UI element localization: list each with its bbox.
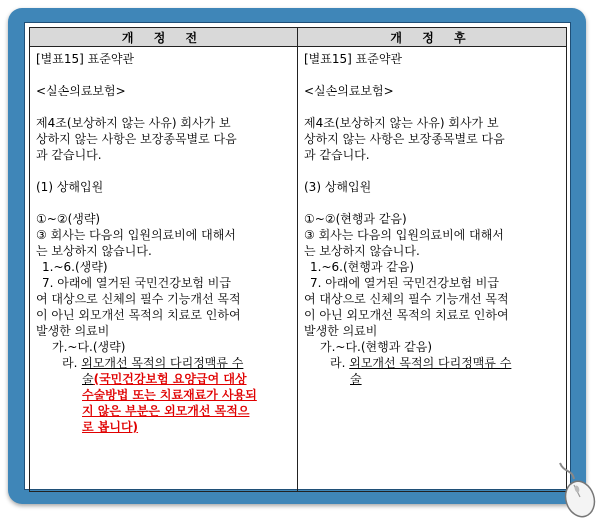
comparison-panel xyxy=(24,22,571,490)
item-7-line-1: 7. 아래에 열거된 국민건강보험 비급 xyxy=(310,276,499,290)
item-7-line-3: 이 아닌 외모개선 목적의 치료로 인하여 xyxy=(304,308,509,322)
item-7-line-4: 발생한 의료비 xyxy=(36,324,110,338)
subitem-ga-da: 가.~다.(생략) xyxy=(52,340,126,354)
subsection-title: (1) 상해입원 xyxy=(36,180,104,194)
computer-mouse-icon xyxy=(552,459,598,519)
article-line-3: 과 같습니다. xyxy=(36,148,102,162)
after-column xyxy=(298,47,567,492)
article-line-3: 과 같습니다. xyxy=(304,148,370,162)
subitem-ra: 라. 외모개선 목적의 다리정맥류 수 xyxy=(62,356,244,370)
item-1-6: 1.~6.(생략) xyxy=(42,260,108,274)
highlighted-note-4: 로 봅니다) xyxy=(82,420,139,434)
before-column xyxy=(30,47,298,492)
clause-3-line-1: ③ 회사는 다음의 입원의료비에 대해서 xyxy=(36,228,236,242)
subitem-ra-cont: 술 xyxy=(350,372,362,386)
subsection-title: (3) 상해입원 xyxy=(304,180,372,194)
clause-3-line-1: ③ 회사는 다음의 입원의료비에 대해서 xyxy=(304,228,504,242)
item-7-line-4: 발생한 의료비 xyxy=(304,324,378,338)
clause-1-2: ①~②(현행과 같음) xyxy=(304,212,407,226)
item-7-line-2: 여 대상으로 신체의 필수 기능개선 목적 xyxy=(304,292,509,306)
attachment-title: [별표15] 표준약관 xyxy=(36,52,134,66)
header-before: 개 정 전 xyxy=(30,28,298,47)
highlighted-note-1: (국민건강보험 요양급여 대상 xyxy=(93,372,247,386)
item-7-line-2: 여 대상으로 신체의 필수 기능개선 목적 xyxy=(36,292,241,306)
subitem-ra-cont: 술(국민건강보험 요양급여 대상 xyxy=(82,372,247,386)
highlighted-note-3: 지 않은 부분은 외모개선 목적으 xyxy=(82,404,250,418)
item-7-line-3: 이 아닌 외모개선 목적의 치료로 인하여 xyxy=(36,308,241,322)
article-line-1: 제4조(보상하지 않는 사유) 회사가 보 xyxy=(304,116,499,130)
subitem-ga-da: 가.~다.(현행과 같음) xyxy=(320,340,433,354)
attachment-title: [별표15] 표준약관 xyxy=(304,52,402,66)
clause-3-line-2: 는 보상하지 않습니다. xyxy=(36,244,152,258)
item-7-line-1: 7. 아래에 열거된 국민건강보험 비급 xyxy=(42,276,231,290)
comparison-table xyxy=(29,27,567,492)
item-1-6: 1.~6.(현행과 같음) xyxy=(310,260,415,274)
clause-3-line-2: 는 보상하지 않습니다. xyxy=(304,244,420,258)
product-name: <실손의료보험> xyxy=(36,84,126,98)
article-line-2: 상하지 않는 사항은 보장종목별로 다음 xyxy=(304,132,505,146)
highlighted-note-2: 수술방법 또는 치료재료가 사용되 xyxy=(82,388,257,402)
article-line-1: 제4조(보상하지 않는 사유) 회사가 보 xyxy=(36,116,231,130)
subitem-ra: 라. 외모개선 목적의 다리정맥류 수 xyxy=(330,356,512,370)
article-line-2: 상하지 않는 사항은 보장종목별로 다음 xyxy=(36,132,237,146)
product-name: <실손의료보험> xyxy=(304,84,394,98)
header-after: 개 정 후 xyxy=(298,28,567,47)
clause-1-2: ①~②(생략) xyxy=(36,212,101,226)
